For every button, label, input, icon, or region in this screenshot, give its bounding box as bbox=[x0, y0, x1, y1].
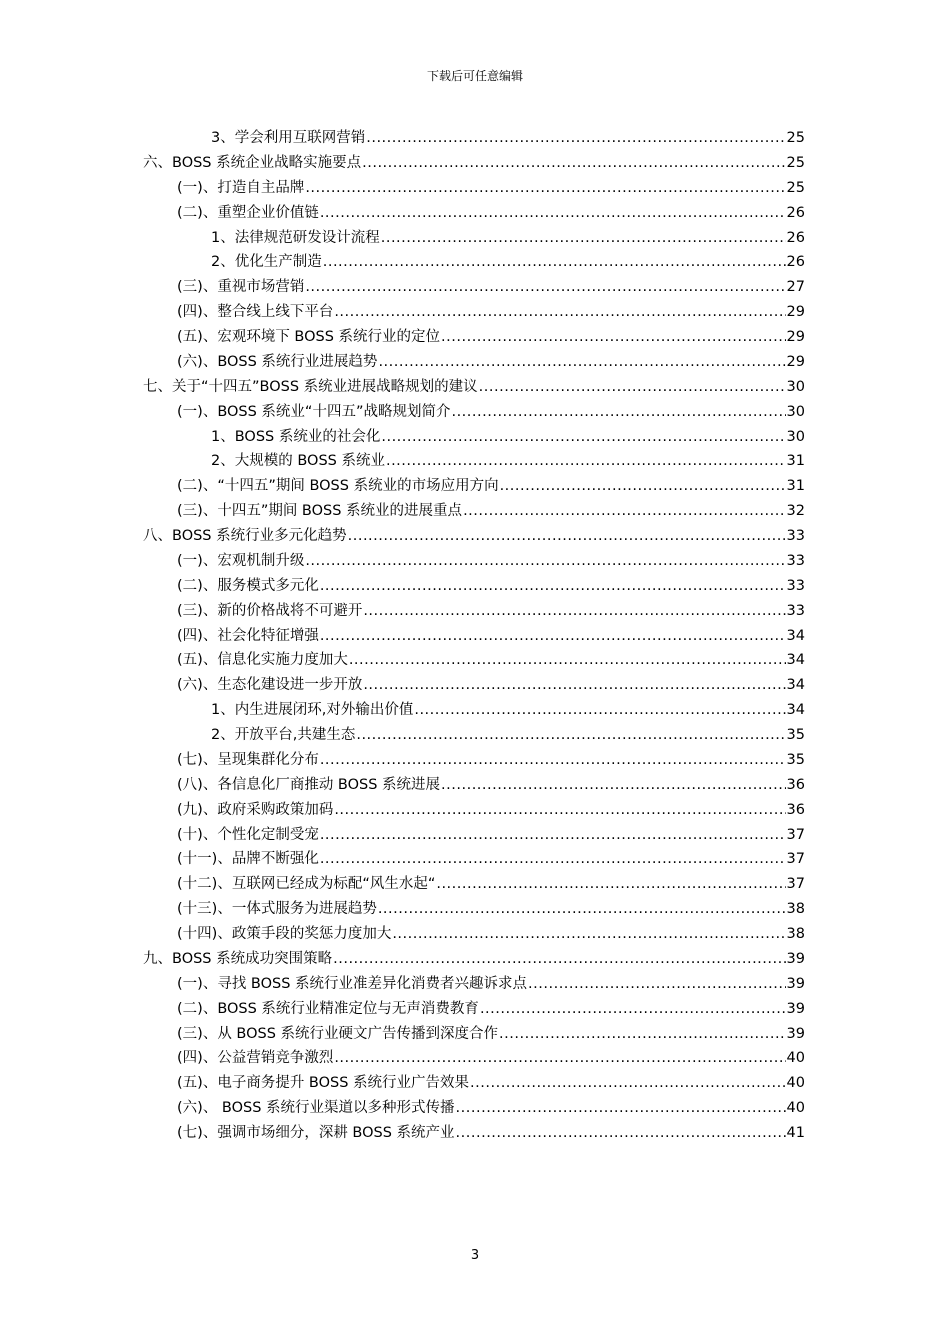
toc-dot-leader bbox=[320, 847, 786, 872]
toc-dot-leader bbox=[363, 673, 785, 698]
toc-entry[interactable] bbox=[143, 201, 805, 226]
toc-entry-title: (五)、信息化实施力度加大 bbox=[177, 652, 348, 669]
toc-dot-leader bbox=[392, 922, 785, 947]
toc-entry-title: (一)、宏观机制升级 bbox=[177, 552, 305, 569]
toc-entry-title: (二)、重塑企业价值链 bbox=[177, 204, 319, 221]
toc-entry-page: 37 bbox=[786, 876, 805, 893]
toc-entry-page: 39 bbox=[786, 1025, 805, 1042]
toc-entry[interactable] bbox=[143, 226, 805, 251]
toc-entry[interactable] bbox=[143, 524, 805, 549]
toc-dot-leader bbox=[320, 624, 786, 649]
toc-entry-title: 九、BOSS 系统成功突围策略 bbox=[143, 950, 333, 967]
toc-entry-title: 1、法律规范研发设计流程 bbox=[211, 229, 380, 246]
toc-entry-page: 37 bbox=[786, 826, 805, 843]
toc-entry-title: 七、关于“十四五”BOSS 系统业进展战略规划的建议 bbox=[143, 378, 478, 395]
toc-entry-title: (三)、从 BOSS 系统行业硬文广告传播到深度合作 bbox=[177, 1025, 499, 1042]
toc-entry-page: 40 bbox=[786, 1050, 805, 1067]
toc-dot-leader bbox=[305, 549, 785, 574]
toc-dot-leader bbox=[320, 201, 786, 226]
toc-entry-page: 35 bbox=[786, 751, 805, 768]
toc-entry[interactable] bbox=[143, 176, 805, 201]
toc-entry-page: 36 bbox=[786, 776, 805, 793]
toc-entry-page: 26 bbox=[786, 204, 805, 221]
toc-entry[interactable] bbox=[143, 872, 805, 897]
toc-entry[interactable] bbox=[143, 997, 805, 1022]
toc-dot-leader bbox=[366, 126, 785, 151]
toc-dot-leader bbox=[348, 524, 786, 549]
page-number: 3 bbox=[470, 1248, 480, 1263]
toc-entry-page: 29 bbox=[786, 304, 805, 321]
toc-dot-leader bbox=[470, 1071, 786, 1096]
toc-entry-page: 31 bbox=[786, 478, 805, 495]
toc-entry[interactable] bbox=[143, 723, 805, 748]
toc-dot-leader bbox=[349, 648, 786, 673]
toc-entry[interactable] bbox=[143, 673, 805, 698]
toc-entry-page: 39 bbox=[786, 1000, 805, 1017]
toc-entry-page: 41 bbox=[786, 1125, 805, 1141]
toc-entry-title: (八)、各信息化厂商推动 BOSS 系统进展 bbox=[177, 776, 441, 793]
toc-entry-title: (十二)、互联网已经成为标配“风生水起“ bbox=[177, 876, 436, 893]
toc-dot-leader bbox=[463, 499, 785, 524]
toc-dot-leader bbox=[528, 972, 786, 997]
toc-entry[interactable] bbox=[143, 549, 805, 574]
toc-entry-title: 3、学会利用互联网营销 bbox=[211, 130, 366, 146]
toc-entry-title: (十四)、政策手段的奖惩力度加大 bbox=[177, 926, 392, 942]
toc-entry-page: 29 bbox=[786, 329, 805, 345]
toc-entry[interactable] bbox=[143, 698, 805, 723]
toc-entry[interactable] bbox=[143, 574, 805, 599]
toc-entry[interactable] bbox=[143, 1046, 805, 1071]
toc-dot-leader bbox=[334, 1046, 785, 1071]
toc-dot-leader bbox=[320, 748, 786, 773]
toc-entry-title: (三)、重视市场营销 bbox=[177, 279, 305, 296]
toc-entry[interactable] bbox=[143, 474, 805, 499]
toc-entry-title: (二)、BOSS 系统行业精准定位与无声消费教育 bbox=[177, 1000, 479, 1017]
toc-entry[interactable] bbox=[143, 350, 805, 375]
toc-entry-page: 27 bbox=[786, 279, 805, 296]
toc-entry[interactable] bbox=[143, 897, 805, 922]
toc-entry-title: (六)、 BOSS 系统行业渠道以多种形式传播 bbox=[177, 1100, 455, 1117]
toc-entry-page: 36 bbox=[786, 801, 805, 818]
toc-entry-page: 35 bbox=[786, 727, 805, 743]
toc-entry-title: (七)、呈现集群化分布 bbox=[177, 751, 319, 768]
toc-entry-title: 1、内生进展闭环,对外输出价值 bbox=[211, 702, 414, 719]
toc-dot-leader bbox=[499, 1022, 786, 1047]
toc-entry[interactable] bbox=[143, 1096, 805, 1121]
toc-dot-leader bbox=[305, 176, 785, 201]
toc-entry-title: (二)、“十四五”期间 BOSS 系统业的市场应用方向 bbox=[177, 478, 499, 495]
toc-entry-title: (四)、公益营销竞争激烈 bbox=[177, 1050, 334, 1067]
toc-entry[interactable] bbox=[143, 275, 805, 300]
toc-dot-leader bbox=[386, 449, 786, 474]
toc-dot-leader bbox=[456, 1096, 786, 1121]
toc-entry-page: 25 bbox=[786, 154, 805, 171]
toc-entry-page: 34 bbox=[786, 702, 805, 719]
toc-entry-page: 38 bbox=[786, 926, 805, 942]
toc-entry-title: 1、BOSS 系统业的社会化 bbox=[211, 428, 381, 445]
toc-dot-leader bbox=[362, 151, 785, 176]
toc-entry[interactable] bbox=[143, 1121, 805, 1146]
toc-entry-page: 33 bbox=[786, 577, 805, 594]
toc-dot-leader bbox=[451, 400, 785, 425]
toc-entry-title: (十)、个性化定制受宠 bbox=[177, 826, 319, 843]
toc-entry[interactable] bbox=[143, 1022, 805, 1047]
toc-entry-title: (四)、社会化特征增强 bbox=[177, 627, 319, 644]
toc-entry-title: (五)、电子商务提升 BOSS 系统行业广告效果 bbox=[177, 1075, 470, 1092]
toc-dot-leader bbox=[356, 723, 785, 748]
toc-entry-title: (五)、宏观环境下 BOSS 系统行业的定位 bbox=[177, 329, 441, 345]
toc-entry-page: 30 bbox=[786, 428, 805, 445]
toc-dot-leader bbox=[378, 897, 786, 922]
toc-dot-leader bbox=[381, 425, 785, 450]
toc-entry[interactable] bbox=[143, 847, 805, 872]
toc-entry-title: 八、BOSS 系统行业多元化趋势 bbox=[143, 528, 347, 544]
toc-entry[interactable] bbox=[143, 599, 805, 624]
toc-dot-leader bbox=[414, 698, 785, 723]
toc-entry[interactable] bbox=[143, 325, 805, 350]
toc-entry[interactable] bbox=[143, 151, 805, 176]
toc-dot-leader bbox=[363, 599, 785, 624]
toc-entry-page: 25 bbox=[786, 130, 805, 146]
toc-entry-page: 38 bbox=[786, 901, 805, 918]
toc-dot-leader bbox=[456, 1121, 786, 1146]
toc-entry-title: 六、BOSS 系统企业战略实施要点 bbox=[143, 154, 362, 171]
toc-entry[interactable] bbox=[143, 773, 805, 798]
toc-entry-title: (六)、BOSS 系统行业进展趋势 bbox=[177, 353, 378, 370]
toc-entry-page: 33 bbox=[786, 528, 805, 544]
toc-entry[interactable] bbox=[143, 648, 805, 673]
toc-entry-title: (一)、寻找 BOSS 系统行业准差异化消费者兴趣诉求点 bbox=[177, 975, 528, 992]
toc-entry-title: (四)、整合线上线下平台 bbox=[177, 304, 334, 321]
toc-dot-leader bbox=[381, 226, 786, 251]
toc-entry-title: 2、优化生产制造 bbox=[211, 254, 322, 271]
toc-entry-page: 37 bbox=[786, 851, 805, 868]
toc-entry-page: 25 bbox=[786, 179, 805, 196]
toc-entry[interactable] bbox=[143, 624, 805, 649]
toc-entry[interactable] bbox=[143, 823, 805, 848]
toc-entry-page: 39 bbox=[786, 975, 805, 992]
toc-dot-leader bbox=[441, 325, 786, 350]
toc-dot-leader bbox=[305, 275, 785, 300]
toc-dot-leader bbox=[479, 375, 786, 400]
toc-dot-leader bbox=[334, 300, 785, 325]
toc-dot-leader bbox=[480, 997, 786, 1022]
toc-entry-page: 32 bbox=[786, 503, 805, 520]
toc-entry[interactable] bbox=[143, 400, 805, 425]
toc-entry[interactable] bbox=[143, 425, 805, 450]
toc-entry-title: (七)、强调市场细分，深耕 BOSS 系统产业 bbox=[177, 1125, 455, 1141]
toc-entry[interactable] bbox=[143, 300, 805, 325]
toc-dot-leader bbox=[320, 823, 786, 848]
toc-entry[interactable] bbox=[143, 972, 805, 997]
toc-entry-title: (三)、新的价格战将不可避开 bbox=[177, 602, 363, 619]
toc-entry-page: 33 bbox=[786, 602, 805, 619]
toc-entry-page: 31 bbox=[786, 453, 805, 470]
toc-dot-leader bbox=[334, 798, 785, 823]
toc-dot-leader bbox=[500, 474, 786, 499]
toc-entry-title: (九)、政府采购政策加码 bbox=[177, 801, 334, 818]
toc-dot-leader bbox=[320, 574, 786, 599]
toc-entry-title: (三)、十四五”期间 BOSS 系统业的进展重点 bbox=[177, 503, 463, 520]
toc-entry-page: 29 bbox=[786, 353, 805, 370]
toc-entry[interactable] bbox=[143, 1071, 805, 1096]
toc-dot-leader bbox=[378, 350, 785, 375]
toc-dot-leader bbox=[436, 872, 785, 897]
toc-entry-page: 30 bbox=[786, 403, 805, 420]
table-of-contents bbox=[143, 126, 805, 1146]
toc-entry[interactable] bbox=[143, 375, 805, 400]
toc-entry-page: 34 bbox=[786, 677, 805, 694]
toc-entry[interactable] bbox=[143, 250, 805, 275]
toc-entry-title: (一)、BOSS 系统业“十四五”战略规划简介 bbox=[177, 403, 451, 420]
toc-entry-page: 30 bbox=[786, 378, 805, 395]
toc-entry-page: 40 bbox=[786, 1075, 805, 1092]
toc-entry[interactable] bbox=[143, 922, 805, 947]
toc-dot-leader bbox=[441, 773, 786, 798]
toc-entry-page: 34 bbox=[786, 627, 805, 644]
toc-entry[interactable] bbox=[143, 126, 805, 151]
toc-entry[interactable] bbox=[143, 748, 805, 773]
toc-entry[interactable] bbox=[143, 499, 805, 524]
toc-entry-page: 33 bbox=[786, 552, 805, 569]
page-header: 下载后可任意编辑 bbox=[426, 69, 523, 83]
toc-entry-title: 2、大规模的 BOSS 系统业 bbox=[211, 453, 385, 470]
toc-entry-title: (一)、打造自主品牌 bbox=[177, 179, 305, 196]
toc-entry-page: 34 bbox=[786, 652, 805, 669]
toc-entry-page: 26 bbox=[786, 254, 805, 271]
toc-entry-page: 40 bbox=[786, 1100, 805, 1117]
toc-entry-title: (十三)、一体式服务为进展趋势 bbox=[177, 901, 377, 918]
toc-entry[interactable] bbox=[143, 947, 805, 972]
toc-entry-page: 39 bbox=[786, 950, 805, 967]
toc-entry-page: 26 bbox=[786, 229, 805, 246]
toc-entry-title: (六)、生态化建设进一步开放 bbox=[177, 677, 363, 694]
toc-entry-title: 2、开放平台,共建生态 bbox=[211, 727, 356, 743]
toc-entry-title: (十一)、品牌不断强化 bbox=[177, 851, 319, 868]
toc-entry[interactable] bbox=[143, 449, 805, 474]
toc-dot-leader bbox=[323, 250, 786, 275]
toc-entry-title: (二)、服务模式多元化 bbox=[177, 577, 319, 594]
toc-entry[interactable] bbox=[143, 798, 805, 823]
toc-dot-leader bbox=[333, 947, 785, 972]
